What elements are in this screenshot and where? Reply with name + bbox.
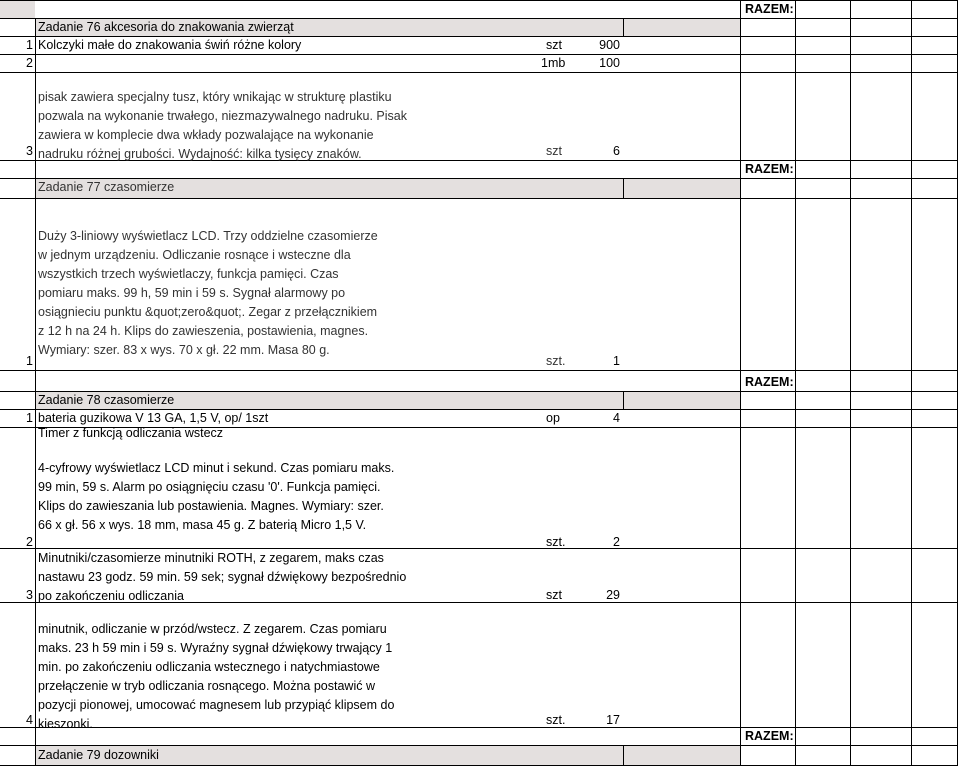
item-description: Kolczyki małe do znakowania świń różne kolory [38, 38, 302, 52]
item-quantity: 100 [599, 56, 620, 70]
section-title: Zadanie 76 akcesoria do znakowania zwierząt [38, 20, 294, 34]
row-number: 2 [26, 56, 33, 70]
item-title: Timer z funkcją odliczania wstecz [38, 426, 224, 440]
item-unit: szt. [546, 354, 566, 368]
row-number: 4 [26, 713, 33, 727]
item-unit: szt. [546, 535, 566, 549]
razem-label: RAZEM: [745, 729, 794, 743]
section-title: Zadanie 79 dozowniki [38, 748, 159, 762]
row-number: 3 [26, 588, 33, 602]
item-description: bateria guzikowa V 13 GA, 1,5 V, op/ 1szt [38, 411, 269, 425]
item-quantity: 2 [613, 535, 620, 549]
item-description: minutnik, odliczanie w przód/wstecz. Z zegarem. Czas pomiaru maks. 23 h 59 min i 59 s. Wyraźny sygnał dźwiękowy trwający 1 min. po zakończeniu odliczania wstecznego i natychmiastowe przełączenie w tryb odliczania rosnącego. Można postawić w pozycji pionowej, umocować magnesem lub przypiąć klipsem do kieszonki. [38, 622, 395, 731]
item-quantity: 4 [613, 411, 620, 425]
row-number: 1 [26, 411, 33, 425]
item-description: pisak zawiera specjalny tusz, który wnikając w strukturę plastiku pozwala na wykonanie trwałego, niezmazywalnego nadruku. Pisak zawiera w komplecie dwa wkłady pozwalające na wykonanie nadruku różnej grubości. Wydajność: kilka tysięcy znaków. [38, 90, 407, 161]
item-description: 4-cyfrowy wyświetlacz LCD minut i sekund. Czas pomiaru maks. 99 min, 59 s. Alarm po osiągnięciu czasu '0'. Funkcja pamięci. Klips do zawieszania lub postawienia. Magnes. Wymiary: szer. 66 x gł. 56 x wys. 18 mm, masa 45 g. Z baterią Micro 1,5 V. [38, 461, 395, 532]
razem-label: RAZEM: [745, 162, 794, 176]
item-quantity: 17 [606, 713, 620, 727]
item-unit: szt [546, 144, 562, 158]
section-title: Zadanie 77 czasomierze [38, 180, 175, 194]
item-description: Duży 3-liniowy wyświetlacz LCD. Trzy oddzielne czasomierze w jednym urządzeniu. Odliczanie rosnące i wsteczne dla wszystkich trzech wyświetlaczy, funkcja pamięci. Czas pomiaru maks. 99 h, 59 min i 59 s. Sygnał alarmowy po osiągnieciu punktu &quot;zero&quot;. Zegar z przełącznikiem z 12 h na 24 h. Klips do zawieszenia, postawienia, magnes. Wymiary: szer. 83 x wys. 70 x gł. 22 mm. Masa 80 g. [38, 229, 378, 357]
row-number: 2 [26, 535, 33, 549]
item-description: Minutniki/czasomierze minutniki ROTH, z zegarem, maks czas nastawu 23 godz. 59 min. 59 sek; sygnał dźwiękowy bezpośrednio po zakończeniu odliczania [38, 551, 407, 603]
item-unit: op [546, 411, 560, 425]
item-quantity: 6 [613, 144, 620, 158]
section-header-row [0, 0, 35, 18]
row-number: 1 [26, 354, 33, 368]
item-quantity: 900 [599, 38, 620, 52]
item-unit: szt [546, 38, 562, 52]
row-number: 1 [26, 38, 33, 52]
row-number: 3 [26, 144, 33, 158]
razem-label: RAZEM: [745, 2, 794, 16]
razem-label: RAZEM: [745, 375, 794, 389]
item-unit: 1mb [541, 56, 566, 70]
section-title: Zadanie 78 czasomierze [38, 393, 175, 407]
item-unit: szt. [546, 713, 566, 727]
item-quantity: 29 [606, 588, 620, 602]
item-quantity: 1 [613, 354, 620, 368]
item-unit: szt [546, 588, 562, 602]
